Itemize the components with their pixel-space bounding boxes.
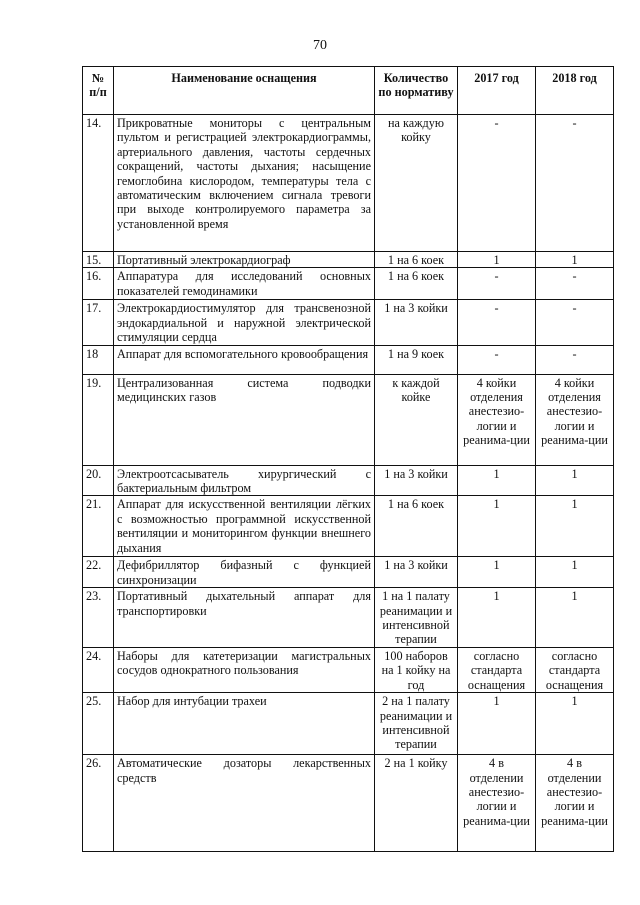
row-number: 15. — [83, 252, 114, 268]
table-row — [83, 374, 614, 465]
equipment-name: Портативный дыхательный аппарат для транспортировки — [114, 588, 375, 648]
norm-quantity: 1 на 9 коек — [375, 345, 458, 374]
table-row — [83, 588, 614, 648]
table-row — [83, 496, 614, 557]
quantity-2018: - — [536, 300, 614, 345]
equipment-name: Набор для интубации трахеи — [114, 693, 375, 755]
table-row — [83, 465, 614, 496]
table-row — [83, 693, 614, 755]
norm-quantity: на каждую койку — [375, 115, 458, 252]
table-row — [83, 345, 614, 374]
quantity-2018: - — [536, 268, 614, 300]
table-row — [83, 252, 614, 268]
page-number: 70 — [313, 38, 327, 53]
header-norm: Количество по нормативу — [375, 67, 458, 115]
norm-quantity: 1 на 6 коек — [375, 268, 458, 300]
norm-quantity: 1 на 1 палату реанимации и интенсивной терапии — [375, 588, 458, 648]
row-number: 26. — [83, 755, 114, 852]
quantity-2017: 1 — [458, 252, 536, 268]
quantity-2017: - — [458, 268, 536, 300]
table-row — [83, 268, 614, 300]
quantity-2018: 1 — [536, 588, 614, 648]
quantity-2018: согласно стандарта оснащения — [536, 647, 614, 692]
row-number: 23. — [83, 588, 114, 648]
norm-quantity: 1 на 6 коек — [375, 252, 458, 268]
row-number: 22. — [83, 557, 114, 588]
quantity-2017: 1 — [458, 588, 536, 648]
quantity-2018: 1 — [536, 496, 614, 557]
table-row — [83, 557, 614, 588]
row-number: 24. — [83, 647, 114, 692]
equipment-name: Аппарат для искусственной вентиляции лёгких с возможностью программной искусственной вентиляции и мониторингом функции внешнего дыхания — [114, 496, 375, 557]
quantity-2017: 4 в отделении анестезио-логии и реанима-ции — [458, 755, 536, 852]
equipment-table — [82, 66, 614, 852]
quantity-2018: 4 койки отделения анестезио-логии и реанима-ции — [536, 374, 614, 465]
quantity-2018: 1 — [536, 557, 614, 588]
row-number: 16. — [83, 268, 114, 300]
quantity-2017: - — [458, 300, 536, 345]
quantity-2017: 4 койки отделения анестезио-логии и реанима-ции — [458, 374, 536, 465]
quantity-2018: - — [536, 115, 614, 252]
equipment-name: Наборы для катетеризации магистральных сосудов однократного пользования — [114, 647, 375, 692]
quantity-2017: 1 — [458, 496, 536, 557]
quantity-2017: - — [458, 115, 536, 252]
quantity-2018: 4 в отделении анестезио-логии и реанима-ции — [536, 755, 614, 852]
table-row — [83, 755, 614, 852]
quantity-2018: 1 — [536, 465, 614, 496]
norm-quantity: 2 на 1 палату реанимации и интенсивной терапии — [375, 693, 458, 755]
quantity-2017: 1 — [458, 465, 536, 496]
equipment-name: Электроотсасыватель хирургический с бактериальным фильтром — [114, 465, 375, 496]
row-number: 25. — [83, 693, 114, 755]
norm-quantity: 1 на 3 койки — [375, 465, 458, 496]
header-2017: 2017 год — [458, 67, 536, 115]
equipment-name: Аппаратура для исследований основных показателей гемодинамики — [114, 268, 375, 300]
row-number: 17. — [83, 300, 114, 345]
norm-quantity: 1 на 3 койки — [375, 300, 458, 345]
quantity-2017: - — [458, 345, 536, 374]
header-name: Наименование оснащения — [114, 67, 375, 115]
header-num: № п/п — [83, 67, 114, 115]
quantity-2018: - — [536, 345, 614, 374]
equipment-name: Автоматические дозаторы лекарственных средств — [114, 755, 375, 852]
quantity-2017: 1 — [458, 693, 536, 755]
equipment-name: Портативный электрокардиограф — [114, 252, 375, 268]
row-number: 21. — [83, 496, 114, 557]
equipment-name: Прикроватные мониторы с центральным пультом и регистрацией электрокардиограммы, артериального давления, частоты сердечных сокращений, частоты дыхания; насыщение гемоглобина кислородом, температуры тела с автоматическим включением сигнала тревоги при выходе контролируемого параметра за установленной время — [114, 115, 375, 252]
row-number: 20. — [83, 465, 114, 496]
equipment-name: Дефибриллятор бифазный с функцией синхронизации — [114, 557, 375, 588]
row-number: 14. — [83, 115, 114, 252]
quantity-2018: 1 — [536, 693, 614, 755]
norm-quantity: 2 на 1 койку — [375, 755, 458, 852]
table-row — [83, 300, 614, 345]
header-2018: 2018 год — [536, 67, 614, 115]
equipment-name: Централизованная система подводки медицинских газов — [114, 374, 375, 465]
norm-quantity: 100 наборов на 1 койку на год — [375, 647, 458, 692]
table-row — [83, 115, 614, 252]
quantity-2018: 1 — [536, 252, 614, 268]
norm-quantity: 1 на 6 коек — [375, 496, 458, 557]
quantity-2017: согласно стандарта оснащения — [458, 647, 536, 692]
row-number: 19. — [83, 374, 114, 465]
equipment-name: Электрокардиостимулятор для трансвенозной эндокардиальной и наружной электрической стимуляции сердца — [114, 300, 375, 345]
row-number: 18 — [83, 345, 114, 374]
table-row — [83, 647, 614, 692]
norm-quantity: 1 на 3 койки — [375, 557, 458, 588]
norm-quantity: к каждой койке — [375, 374, 458, 465]
table-header-row — [83, 67, 614, 115]
equipment-name: Аппарат для вспомогательного кровообращения — [114, 345, 375, 374]
quantity-2017: 1 — [458, 557, 536, 588]
